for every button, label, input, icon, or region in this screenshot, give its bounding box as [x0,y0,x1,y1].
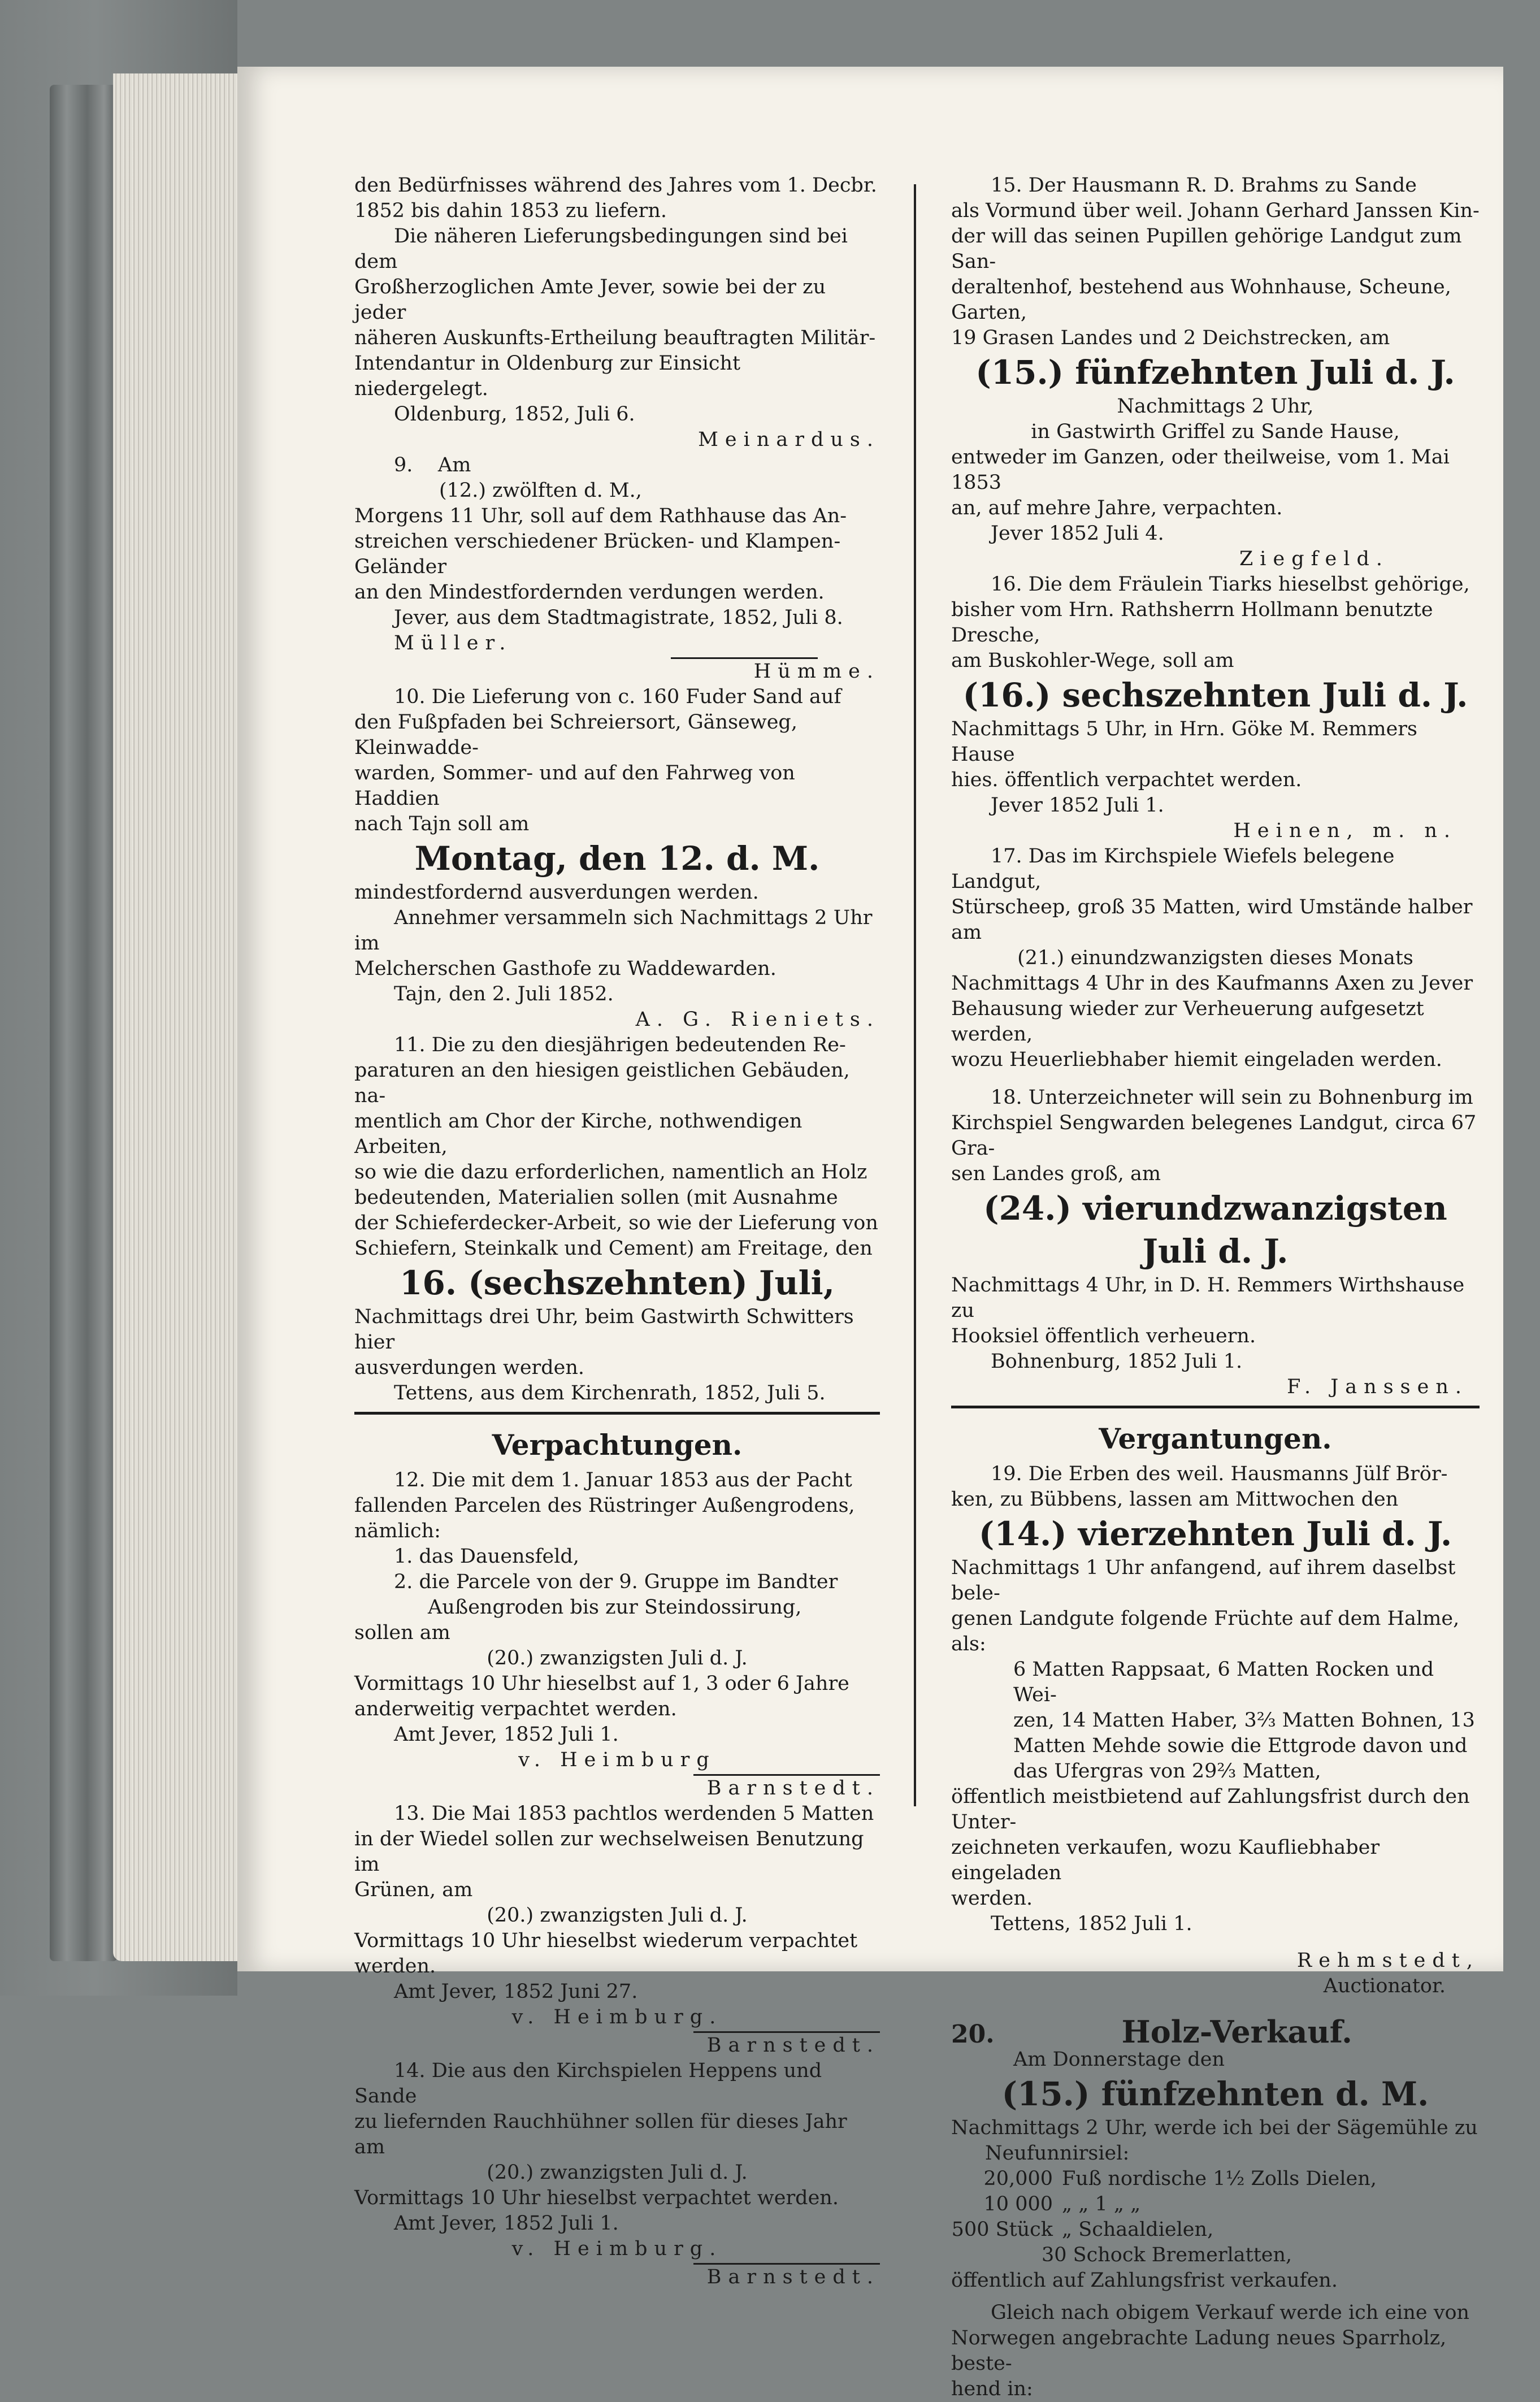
text-line: anderweitig verpachtet werden. [354,1698,677,1720]
list-item: 30 Schock Bremerlatten, [1042,2244,1292,2266]
text-line: 14. Die aus den Kirchspielen Heppens und Sande [354,2060,822,2108]
text-line: genen Landgute folgende Früchte auf dem Halme, als: [951,1607,1460,1655]
text-line: 11. Die zu den diesjährigen bedeutenden Re- [394,1034,846,1056]
text-line: 17. Das im Kirchspiele Wiefels belegene Landgut, [951,845,1395,893]
signature: F. Janssen. [1287,1376,1468,1398]
section-heading-verpachtungen: Verpachtungen. [492,1428,743,1462]
text-line: hies. öffentlich verpachtet werden. [951,769,1302,791]
text-line: bedeutenden, Materialien sollen (mit Ausnahme [354,1186,838,1209]
page-edges [113,73,249,1961]
text-line: den Bedürfnisses während des Jahres vom 1. Decbr. [354,174,877,197]
text-line: hend in: [951,2378,1033,2400]
notice-14-date: (20.) zwanzigsten Juli d. J. [487,2161,748,2184]
text-line: Melcherschen Gasthofe zu Waddewarden. [354,957,776,980]
text-line: der will das seinen Pupillen gehörige Landgut zum San- [951,225,1462,273]
text-line: an den Mindestfordernden verdungen werden. [354,581,825,604]
text-line: 10. Die Lieferung von c. 160 Fuder Sand auf [394,686,841,708]
text-line: in Gastwirth Griffel zu Sande Hause, [1031,420,1400,443]
text-line: paraturen an den hiesigen geistlichen Gebäuden, na- [354,1059,850,1107]
text-line: Vormittags 10 Uhr hieselbst wiederum verpachtet werden. [354,1930,858,1978]
text-line: deraltenhof, bestehend aus Wohnhause, Scheune, Garten, [951,276,1451,324]
text-line: Kirchspiel Sengwarden belegenes Landgut, circa 67 Gra- [951,1112,1477,1160]
text-line: den Fußpfaden bei Schreiersort, Gänseweg, Kleinwadde- [354,711,797,759]
text-line: Die näheren Lieferungsbedingungen sind bei dem [354,225,848,273]
list-item: 20,000 Fuß nordische 1½ Zolls Dielen, [983,2167,1377,2190]
left-column [354,173,880,2290]
text-line: in der Wiedel sollen zur wechselweisen Benutzung im [354,1828,864,1876]
text-line: Annehmer versammeln sich Nachmittags 2 Uhr im [354,907,873,955]
text-line: Intendantur in Oldenburg zur Einsicht niedergelegt. [354,352,741,400]
text-line: Nachmittags drei Uhr, beim Gastwirth Schwitters hier [354,1306,854,1354]
text-line: bisher vom Hrn. Rathsherrn Hollmann benutzte Dresche, [951,599,1433,647]
text-line: Vormittags 10 Uhr hieselbst verpachtet werden. [354,2187,839,2209]
notice-15-date-display: (15.) fünfzehnten Juli d. J. [975,353,1455,392]
text-line: 15. Der Hausmann R. D. Brahms zu Sande [991,174,1417,197]
text-line: näheren Auskunfts-Ertheilung beauftragten Militär- [354,327,876,349]
text-line: als Vormund über weil. Johann Gerhard Janssen Kin- [951,200,1480,222]
book-spine [50,85,118,1961]
signature: Barnstedt. [706,1777,880,1800]
text-line: fallenden Parcelen des Rüstringer Außengrodens, nämlich: [354,1494,855,1542]
signature: Ziegfeld. [1239,548,1389,570]
text-line: 19. Die Erben des weil. Hausmanns Jülf Brör- [991,1463,1448,1485]
notice-9-date: (12.) zwölften d. M., [439,479,642,502]
text-line: 16. Die dem Fräulein Tiarks hieselbst gehörige, [991,573,1470,596]
section-heading-vergantungen: Vergantungen. [1099,1422,1332,1455]
notice-20-date-display: (15.) fünfzehnten d. M. [1001,2075,1429,2113]
text-line: ausverdungen werden. [354,1356,585,1379]
text-line: Hooksiel öffentlich verheuern. [951,1325,1256,1347]
text-line: öffentlich auf Zahlungsfrist verkaufen. [951,2269,1338,2292]
text-line: warden, Sommer- und auf den Fahrweg von Haddien [354,762,795,810]
notice-10-date-display: Montag, den 12. d. M. [414,839,820,878]
right-column [951,173,1480,2402]
place-date: Jever, aus dem Stadtmagistrate, 1852, Juli 8. [394,606,843,629]
notice-11-date-display: 16. (sechszehnten) Juli, [400,1264,835,1302]
text-line: 1852 bis dahin 1853 zu liefern. [354,200,667,222]
list-item: 1. das Dauensfeld, [394,1545,579,1568]
notice-17-date: (21.) einundzwanzigsten dieses Monats [1017,947,1413,969]
notice-20-title: Holz-Verkauf. [1121,2014,1352,2050]
text-line: nach Tajn soll am [354,813,530,835]
signature: v. Heimburg. [511,2006,723,2028]
notice-19-date-display: (14.) vierzehnten Juli d. J. [978,1515,1452,1553]
column-divider [914,184,916,1806]
text-line: Nachmittags 1 Uhr anfangend, auf ihrem daselbst bele- [951,1556,1456,1605]
list-item: 2. die Parcele von der 9. Gruppe im Bandter [394,1571,838,1593]
place-date: Tettens, aus dem Kirchenrath, 1852, Juli 5. [394,1382,826,1404]
text-line: zu liefernden Rauchhühner sollen für dieses Jahr am [354,2110,847,2158]
text-line: Am Donnerstage den [1013,2048,1225,2071]
signature: Meinardus. [698,428,880,451]
list-item: Außengroden bis zur Steindossirung, [428,1596,802,1619]
signature: Müller. [394,632,513,654]
section-rule [354,1412,880,1415]
notice-20-title-row [951,2014,1480,2050]
text-line: Nachmittags 4 Uhr, in D. H. Remmers Wirthshause zu [951,1274,1465,1322]
place-date: Amt Jever, 1852 Juli 1. [394,2212,619,2235]
notice-16-date-display: (16.) sechszehnten Juli d. J. [962,676,1468,714]
place-date: Oldenburg, 1852, Juli 6. [394,403,635,426]
text-line: Nachmittags 5 Uhr, in Hrn. Göke M. Remmers Hause [951,718,1417,766]
text-line: 13. Die Mai 1853 pachtlos werdenden 5 Matten [394,1802,874,1825]
list-item: 500 Stück „ Schaaldielen, [951,2218,1214,2241]
text-line: entweder im Ganzen, oder theilweise, vom 1. Mai 1853 [951,446,1450,494]
signature: Rehmstedt, [1296,1949,1480,1972]
text-line: 12. Die mit dem 1. Januar 1853 aus der Pacht [394,1469,852,1492]
text-line: Nachmittags 2 Uhr, [1117,395,1314,418]
text-line: Vormittags 10 Uhr hieselbst auf 1, 3 oder 6 Jahre [354,1672,849,1695]
signature: Barnstedt. [706,2034,880,2057]
text-line: zeichneten verkaufen, wozu Kaufliebhaber eingeladen [951,1836,1380,1884]
text-line: 18. Unterzeichneter will sein zu Bohnenburg im [991,1086,1473,1109]
text-line: werden. [951,1887,1033,1910]
signature: A. G. Rieniets. [635,1008,880,1031]
text-line: am Buskohler-Wege, soll am [951,649,1234,672]
text-line: wozu Heuerliebhaber hiemit eingeladen werden. [951,1048,1442,1071]
text-line: sollen am [354,1621,450,1644]
text-line: Nachmittags 4 Uhr in des Kaufmanns Axen zu Jever [951,972,1473,995]
signature: Barnstedt. [706,2266,880,2288]
place-date: Jever 1852 Juli 4. [991,522,1164,545]
place-date: Tettens, 1852 Juli 1. [991,1913,1192,1935]
text-line: mindestfordernd ausverdungen werden. [354,881,759,904]
text-line: öffentlich meistbietend auf Zahlungsfrist durch den Unter- [951,1785,1470,1833]
section-rule [951,1406,1480,1408]
text-line: Schiefern, Steinkalk und Cement) am Freitage, den [354,1237,873,1260]
text-line: mentlich am Chor der Kirche, nothwendigen Arbeiten, [354,1110,802,1158]
notice-13-date: (20.) zwanzigsten Juli d. J. [487,1904,748,1927]
signature: Heinen, m. n. [1233,820,1457,842]
text-line: Stürscheep, groß 35 Matten, wird Umstände halber am [951,896,1473,944]
signature-title: Auctionator. [1323,1975,1446,1997]
text-line: Neufunnirsiel: [985,2142,1130,2165]
text-line: Matten Mehde sowie die Ettgrode davon und [1013,1735,1468,1757]
place-date: Tajn, den 2. Juli 1852. [394,983,614,1005]
text-line: Behausung wieder zur Verheuerung aufgesetzt werden, [951,998,1424,1046]
text-line: streichen verschiedener Brücken- und Klampen-Geländer [354,530,841,578]
text-line: Nachmittags 2 Uhr, werde ich bei der Sägemühle zu [951,2117,1478,2139]
signature: v. Heimburg. [511,2238,723,2260]
signature: v. Heimburg [518,1749,716,1771]
signature: Hümme. [753,660,880,683]
text-line: so wie die dazu erforderlichen, namentlich an Holz [354,1161,867,1183]
notice-18-date-display: (24.) vierundzwanzigsten Juli d. J. [983,1189,1447,1271]
text-line: Großherzoglichen Amte Jever, sowie bei der zu jeder [354,276,826,324]
text-line: der Schieferdecker-Arbeit, so wie der Lieferung von [354,1212,878,1234]
text-line: an, auf mehre Jahre, verpachten. [951,497,1283,519]
text-line: Morgens 11 Uhr, soll auf dem Rathhause das An- [354,505,847,527]
notice-9-header: 9. Am [394,454,471,476]
place-date: Bohnenburg, 1852 Juli 1. [991,1350,1243,1373]
text-line: Grünen, am [354,1879,473,1901]
newspaper-page [237,67,1503,2400]
place-date: Amt Jever, 1852 Juli 1. [394,1723,619,1746]
notice-12-date: (20.) zwanzigsten Juli d. J. [487,1647,748,1670]
notice-number: 20. [951,2020,995,2049]
list-item: 10 000 „ „ 1 „ „ [983,2193,1141,2215]
text-line: Norwegen angebrachte Ladung neues Sparrholz, beste- [951,2327,1447,2375]
text-line: zen, 14 Matten Haber, 3⅔ Matten Bohnen, 13 [1013,1709,1475,1732]
text-line: 19 Grasen Landes und 2 Deichstrecken, am [951,327,1390,349]
text-line: das Ufergras von 29⅔ Matten, [1013,1760,1321,1783]
text-line: sen Landes groß, am [951,1163,1161,1185]
text-line: Gleich nach obigem Verkauf werde ich eine von [991,2301,1470,2324]
place-date: Jever 1852 Juli 1. [991,794,1164,817]
text-line: 6 Matten Rappsaat, 6 Matten Rocken und Wei- [1013,1658,1434,1706]
text-line: ken, zu Bübbens, lassen am Mittwochen den [951,1488,1399,1511]
place-date: Amt Jever, 1852 Juni 27. [394,1980,638,2003]
